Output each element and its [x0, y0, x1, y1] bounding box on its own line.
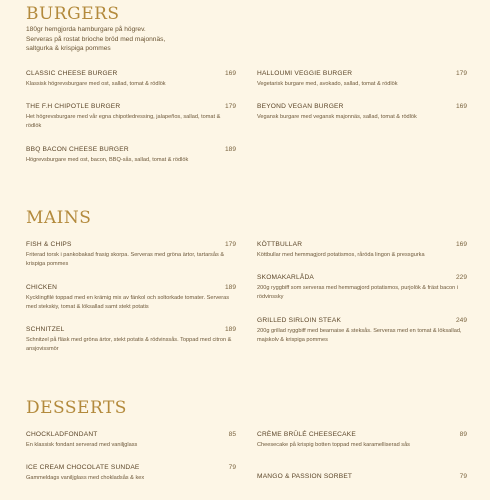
item-price: 79 — [459, 473, 467, 480]
item-price: 85 — [228, 431, 236, 438]
item-description: Vegetarisk burgare med, avokado, sallad, tomat & rödlök — [257, 81, 398, 87]
menu-item — [26, 326, 236, 353]
item-description: Köttbullar med hemmagjord potatismos, råröda lingon & pressgurka — [257, 252, 425, 258]
item-description: Vegansk burgare med vegansk majonnäs, sallad, tomat & rödlök — [257, 114, 417, 120]
item-name: SKOMAKARLÅDA — [257, 274, 314, 281]
menu-item — [26, 70, 236, 89]
item-name: SCHNITZEL — [26, 326, 65, 333]
item-price: 169 — [455, 103, 467, 110]
section-title-burgers: BURGERS — [26, 4, 120, 24]
item-description: 200g ryggbiff som serveras med hemmagjord potatismos, purjolök & fräst bacon i rödvinssky — [257, 285, 459, 300]
item-name: BEYOND VEGAN BURGER — [257, 103, 344, 110]
item-description: Cheesecake på krispig botten toppad med karamelliserad sås — [257, 442, 410, 448]
item-description: Gammeldags vaniljglass med chokladsås & kex — [26, 475, 145, 481]
item-name: CLASSIC CHEESE BURGER — [26, 70, 118, 77]
item-name: CHICKEN — [26, 284, 58, 291]
item-name: THE F.H CHIPOTLE BURGER — [26, 103, 121, 110]
menu-item — [257, 103, 467, 122]
item-price: 249 — [455, 317, 467, 324]
menu-item — [26, 464, 236, 483]
menu-item — [26, 431, 236, 450]
menu-item — [257, 317, 467, 344]
item-price: 179 — [224, 241, 236, 248]
item-name: BBQ BACON CHEESE BURGER — [26, 146, 129, 153]
menu-item — [26, 146, 236, 165]
item-description: Högrevsburgare med ost, bacon, BBQ-sås, sallad, tomat & rödlök — [26, 157, 189, 163]
item-name: KÖTTBULLAR — [257, 241, 303, 248]
item-description: Friterad torsk i pankobakad frasig skorpa. Serveras med gröna ärtor, tartarsås & krispiga pommes — [26, 252, 225, 267]
item-name: ICE CREAM CHOCOLATE SUNDAE — [26, 464, 140, 471]
section-title-mains: MAINS — [26, 208, 92, 228]
menu-item — [257, 274, 467, 301]
menu-item — [257, 70, 467, 89]
intro-line: Serveras på rostat brioche bröd med majonnäs, — [26, 35, 166, 43]
item-name: FISH & CHIPS — [26, 241, 72, 248]
item-price: 79 — [228, 464, 236, 471]
item-price: 89 — [459, 431, 467, 438]
menu-item — [257, 473, 467, 480]
burgers-intro — [26, 25, 226, 54]
item-price: 189 — [224, 326, 236, 333]
item-description: Het högrevsburgare med vår egna chipotledressing, jalapeños, sallad, tomat & rödlök — [26, 114, 221, 129]
item-description: Kycklingfilé toppad med en krämig mix av fänkol och soltorkade tomater. Serveras med stekskiy, tomat & löksallad samt stekt potatis — [26, 295, 230, 310]
section-title-desserts: DESSERTS — [26, 398, 127, 418]
item-price: 189 — [224, 146, 236, 153]
item-name: CHOCKLADFONDANT — [26, 431, 98, 438]
item-name: HALLOUMI VEGGIE BURGER — [257, 70, 353, 77]
item-description: Schnitzel på fläsk med gröna ärtor, stekt potatis & rödvinssås. Toppad med citron & ansjovissmör — [26, 337, 232, 352]
item-price: 169 — [224, 70, 236, 77]
item-price: 169 — [455, 241, 467, 248]
item-description: 200g grillad ryggbiff med bearnaise & steksås. Serveras med en tomat & löksallad, majskolv & krispiga pommes — [257, 328, 462, 343]
item-name: CRÈME BRÛLÉ CHEESECAKE — [257, 431, 356, 438]
item-name: MANGO & PASSION SORBET — [257, 473, 353, 480]
item-description: En klassisk fondant serverad med vaniljglass — [26, 442, 138, 448]
item-price: 179 — [224, 103, 236, 110]
menu-item — [26, 284, 236, 311]
menu-item — [26, 241, 236, 268]
item-description: Klassisk högrevsburgare med ost, sallad, tomat & rödlök — [26, 81, 166, 87]
item-name: GRILLED SIRLOIN STEAK — [257, 317, 342, 324]
item-price: 189 — [224, 284, 236, 291]
menu-item — [257, 241, 467, 260]
menu-item — [257, 431, 467, 450]
item-price: 229 — [455, 274, 467, 281]
menu-item — [26, 103, 236, 130]
intro-line: saltgurka & krispiga pommes — [26, 45, 111, 53]
item-price: 179 — [455, 70, 467, 77]
intro-line: 180gr hemgjorda hamburgare på högrev. — [26, 26, 146, 33]
